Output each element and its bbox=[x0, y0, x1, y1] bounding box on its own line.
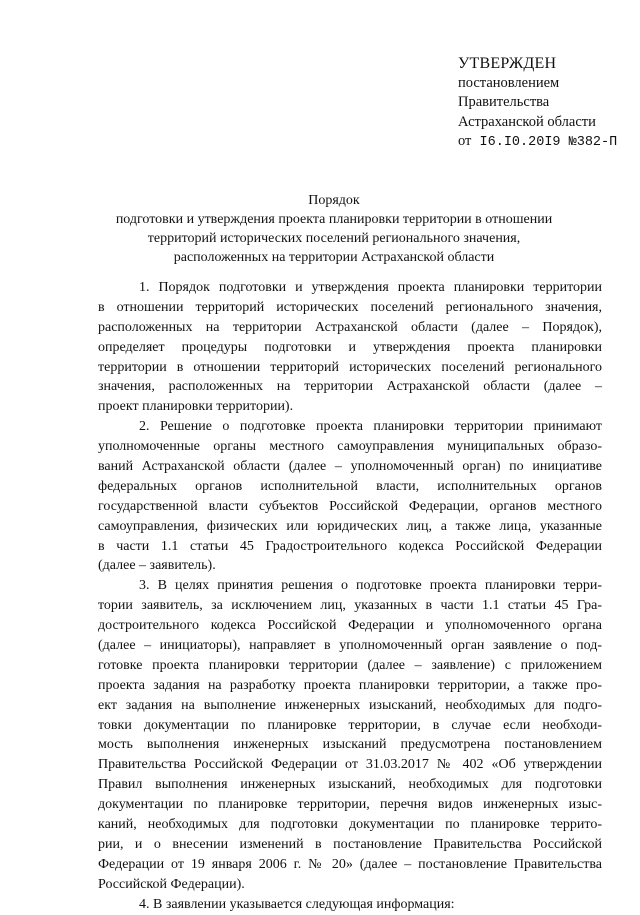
paragraph-3 bbox=[98, 576, 602, 894]
paragraph-line: проект планировки территории). bbox=[98, 399, 294, 415]
paragraph-line: рии, и о внесении изменений в постановление Правительства Российской bbox=[98, 836, 602, 852]
title-line-2: подготовки и утверждения проекта планировки территории в отношении bbox=[115, 212, 553, 227]
title-line-4: расположенных на территории Астраханской области bbox=[173, 250, 495, 265]
document-title bbox=[90, 191, 578, 267]
paragraph-line: расположенных на территории Астраханской области (далее – Порядок), bbox=[98, 319, 602, 335]
approval-line-3: Астраханской области bbox=[458, 113, 596, 130]
paragraph-line: 4. В заявлении указывается следующая информация: bbox=[139, 896, 455, 912]
paragraph-line: территории в отношении территорий исторических поселений регионального bbox=[98, 359, 602, 375]
paragraph-line: Правил выполнения инженерных изысканий, необходимых для подготовки bbox=[98, 777, 602, 793]
title-line-3: территорий исторических поселений регионального значения, bbox=[147, 231, 521, 246]
paragraph-line: 2. Решение о подготовке проекта планировки территории принимают bbox=[139, 419, 602, 435]
paragraph-line: уполномоченные органы местного самоуправления муниципальных образо- bbox=[98, 439, 602, 455]
paragraph-line: определяет процедуры подготовки и утверждения проекта планировки bbox=[98, 339, 602, 355]
approval-heading: УТВЕРЖДЕН bbox=[458, 55, 557, 72]
title-line-1: Порядок bbox=[308, 193, 360, 208]
paragraph-line: Правительства Российской Федерации от 31.03.2017 № 402 «Об утверждении bbox=[98, 757, 602, 773]
approval-date-prefix: от bbox=[458, 133, 472, 149]
paragraph-line: в части 1.1 статьи 45 Градостроительного кодекса Российской Федерации bbox=[98, 538, 602, 554]
paragraph-line: Федерации от 19 января 2006 г. № 20» (далее – постановление Правительства bbox=[98, 856, 602, 872]
paragraph-line: самоуправления, физических или юридических лиц, а также лица, указанные bbox=[98, 518, 602, 534]
paragraph-line: (далее – инициаторы), направляет в уполномоченный орган заявление о под- bbox=[98, 638, 602, 654]
paragraph-line: ект задания на выполнение инженерных изысканий, необходимых для подго- bbox=[98, 697, 602, 713]
paragraph-line: достроительного кодекса Российской Федерации и уполномоченного органа bbox=[98, 618, 602, 634]
paragraph-line: каний, необходимых для подготовки документации по планировке террито- bbox=[98, 817, 602, 833]
approval-line-2: Правительства bbox=[458, 94, 550, 110]
paragraph-line: готовке проекта планировки территории (далее – заявление) с приложением bbox=[98, 657, 602, 673]
paragraph-line: ваний Астраханской области (далее – уполномоченный орган) по инициативе bbox=[98, 459, 602, 475]
paragraph-line: Российской Федерации). bbox=[98, 876, 245, 892]
paragraph-line: документации по планировке территории, перечня видов инженерных изыс- bbox=[98, 797, 602, 813]
paragraph-line: федеральных органов исполнительной власти, исполнительных органов bbox=[98, 478, 602, 494]
paragraph-1 bbox=[98, 278, 602, 417]
paragraph-2 bbox=[98, 417, 602, 576]
paragraph-line: мость выполнения инженерных изысканий предусмотрена постановлением bbox=[98, 737, 602, 753]
approval-date-line bbox=[458, 132, 638, 153]
approval-date-number: I6.I0.20I9 №382-П bbox=[479, 135, 618, 150]
paragraph-line: государственной власти субъектов Российской Федерации, органов местного bbox=[98, 498, 602, 514]
approval-line-1: постановлением bbox=[458, 74, 560, 91]
paragraph-line: (далее – заявитель). bbox=[98, 558, 216, 574]
paragraph-line: в отношении территорий исторических поселений регионального значения, bbox=[98, 299, 602, 315]
document-body bbox=[98, 278, 602, 915]
paragraph-line: 3. В целях принятия решения о подготовке проекта планировки терри- bbox=[139, 578, 602, 594]
paragraph-line: товки документации по планировке территории, в случае если необходи- bbox=[98, 717, 602, 733]
paragraph-line: проекта задания на разработку проекта планировки территории, а также про- bbox=[98, 677, 602, 693]
paragraph-line: тории заявитель, за исключением лиц, указанных в части 1.1 статьи 45 Гра- bbox=[98, 598, 602, 614]
paragraph-line: 1. Порядок подготовки и утверждения проекта планировки территории bbox=[139, 280, 602, 295]
approval-stamp bbox=[458, 54, 638, 153]
paragraph-line: значения, расположенных на территории Астраханской области (далее – bbox=[98, 379, 602, 395]
